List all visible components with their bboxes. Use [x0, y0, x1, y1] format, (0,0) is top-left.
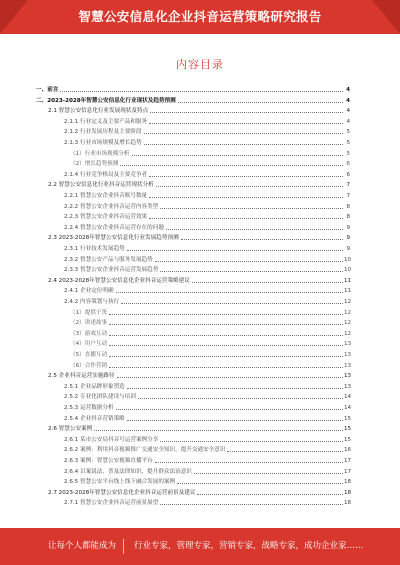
toc-entry-title: 2.6.2 案例：利用抖音视频推广交通安全知识，提升交通安全意识: [64, 447, 226, 454]
toc-entry[interactable]: [64, 298, 350, 306]
toc-leader-dots: [194, 473, 343, 474]
toc-leader-dots: [181, 239, 343, 240]
toc-entry-page: 10: [344, 256, 352, 263]
toc-entry[interactable]: [70, 160, 350, 168]
toc-leader-dots: [60, 91, 343, 92]
toc-entry-page: 4: [346, 87, 350, 93]
toc-leader-dots: [120, 165, 343, 166]
toc-leader-dots: [192, 282, 343, 283]
toc-leader-dots: [117, 377, 343, 378]
toc-leader-dots: [155, 261, 343, 262]
toc-entry-page: 14: [344, 394, 352, 401]
toc-entry[interactable]: [70, 362, 350, 370]
toc-entry-page: 13: [344, 352, 352, 358]
toc-leader-dots: [109, 356, 343, 357]
toc-leader-dots: [144, 133, 343, 134]
toc-entry-title: 2.1.3 行业市场规模及增长趋势: [64, 140, 142, 146]
footer-banner: [0, 528, 400, 565]
toc-entry[interactable]: [64, 224, 350, 232]
toc-entry-title: 2.1.4 行业竞争格局及主要竞争者: [64, 171, 148, 178]
toc-entry-page: 18: [344, 479, 352, 486]
toc-entry-page: 6: [346, 171, 350, 178]
toc-entry[interactable]: [70, 340, 350, 348]
toc-leader-dots: [149, 123, 343, 124]
toc-entry-page: 16: [344, 447, 352, 454]
report-title: 智慧公安信息化企业抖音运营策略研究报告: [78, 9, 322, 24]
toc-leader-dots: [155, 462, 343, 463]
toc-entry-page: 17: [344, 458, 352, 464]
toc-entry-page: 4: [346, 108, 350, 115]
toc-leader-dots: [149, 218, 343, 219]
toc-leader-dots: [109, 324, 343, 325]
toc-leader-dots: [160, 441, 343, 442]
header-banner: [0, 0, 400, 34]
toc-entry-title: （3）游戏互动: [70, 330, 108, 337]
toc-entry-title: 2.3.2 智慧公安产品与服务发展趋势: [64, 256, 153, 263]
toc-leader-dots: [227, 451, 343, 452]
toc-entry-title: 一、前言: [36, 87, 59, 93]
toc-entry-title: 2.5 企业抖音运营实施路径: [48, 373, 115, 380]
toc-entry-title: 2.1 智慧公安信息化行业发展现状及特点: [48, 108, 149, 115]
toc-entry-title: 2.1.1 行业定义及主要产品和服务: [64, 118, 148, 125]
toc-entry-page: 9: [346, 246, 350, 252]
toc-leader-dots: [109, 345, 343, 346]
toc-leader-dots: [150, 112, 343, 113]
toc-entry[interactable]: [64, 171, 350, 179]
toc-entry-title: 2.5.4 企业抖音营销策略: [64, 415, 125, 422]
toc-entry[interactable]: [64, 457, 350, 465]
toc-heading: 内容目录: [176, 58, 224, 71]
toc-entry-page: 7: [346, 182, 350, 189]
footer-slogan-left: 让每个人都能成为: [48, 541, 117, 551]
toc-leader-dots: [94, 430, 343, 431]
toc-entry[interactable]: [48, 234, 350, 242]
toc-leader-dots: [127, 250, 343, 251]
toc-entry[interactable]: [64, 128, 350, 136]
toc-entry-page: 15: [344, 436, 352, 443]
toc-entry[interactable]: [64, 436, 350, 444]
toc-leader-dots: [166, 229, 343, 230]
toc-entry-page: 4: [346, 97, 350, 104]
toc-entry[interactable]: [36, 86, 350, 94]
toc-entry[interactable]: [48, 489, 350, 497]
toc-entry-page: 8: [346, 203, 350, 210]
toc-entry-title: 2.2.1 智慧公安企业抖音账号数量: [64, 193, 148, 199]
toc-leader-dots: [127, 388, 343, 389]
toc-entry-title: 2.3.1 行业技术发展趋势: [64, 246, 125, 252]
toc-entry-page: 11: [344, 277, 352, 284]
toc-leader-dots: [160, 208, 343, 209]
toc-entry-page: 11: [344, 288, 352, 295]
toc-entry[interactable]: [64, 383, 350, 391]
toc-entry[interactable]: [48, 181, 350, 189]
toc-entry[interactable]: [64, 478, 350, 486]
toc-entry[interactable]: [48, 277, 350, 285]
toc-entry-page: 5: [346, 150, 350, 157]
toc-entry[interactable]: [64, 256, 350, 264]
toc-entry-page: 6: [346, 161, 350, 168]
toc-entry-title: （4）用户互动: [70, 341, 108, 348]
toc-entry-title: （2）讲述故事: [70, 320, 108, 327]
toc-entry-title: 2.3 2023-2028年智慧公安信息化行业发展趋势预测: [48, 235, 179, 242]
toc-leader-dots: [149, 197, 343, 198]
toc-leader-dots: [156, 186, 343, 187]
toc-entry-page: 10: [344, 267, 352, 274]
toc-entry[interactable]: [64, 118, 350, 126]
toc-entry[interactable]: [64, 266, 350, 274]
toc-entry[interactable]: [70, 330, 350, 338]
toc-leader-dots: [197, 494, 343, 495]
toc-entry-title: 2.2.4 智慧公安企业抖音运营存在的问题: [64, 224, 164, 231]
toc-leader-dots: [149, 176, 343, 177]
toc-entry-page: 8: [346, 214, 350, 221]
toc-leader-dots: [144, 144, 343, 145]
toc-entry-page: 18: [344, 500, 352, 507]
toc-entry-title: 2.4 2023-2028年智慧公安信息化企业抖音运营策略建议: [48, 277, 190, 284]
toc-entry[interactable]: [48, 107, 350, 115]
toc-entry-page: 5: [346, 140, 350, 146]
toc-entry-title: 2.6.3 案例：智慧公安视频直播平台: [64, 458, 153, 464]
toc-leader-dots: [121, 303, 343, 304]
toc-leader-dots: [127, 420, 343, 421]
toc-entry[interactable]: [70, 351, 350, 359]
toc-entry-page: 15: [344, 426, 352, 433]
toc-entry-page: 15: [344, 415, 352, 422]
toc-entry-page: 13: [344, 362, 352, 369]
toc-entry[interactable]: [70, 309, 350, 317]
toc-entry[interactable]: [70, 319, 350, 327]
toc-leader-dots: [116, 409, 343, 410]
toc-entry-title: 2.2.3 智慧公安企业抖音运营效果: [64, 214, 148, 221]
toc-leader-dots: [160, 271, 343, 272]
toc-entry[interactable]: [64, 468, 350, 476]
toc-entry-title: 2.6 智慧公安案例: [48, 426, 93, 433]
toc-entry-title: （1）提供干货: [70, 309, 108, 316]
toc-entry-title: 2.5.2 专业化团队建设与培训: [64, 394, 136, 401]
toc-entry[interactable]: [64, 192, 350, 200]
toc-entry-page: 12: [344, 330, 352, 337]
toc-entry[interactable]: [64, 499, 350, 507]
toc-leader-dots: [177, 483, 343, 484]
toc-entry-page: 13: [344, 383, 352, 390]
toc-entry-title: （5）直播互动: [70, 352, 108, 358]
toc-entry[interactable]: [64, 446, 350, 454]
toc-entry[interactable]: [64, 203, 350, 211]
toc-entry-title: 2.1.2 行业发展历程及主要阶段: [64, 129, 142, 136]
toc-leader-dots: [109, 335, 343, 336]
toc-entry-page: 9: [346, 235, 350, 242]
toc-entry-title: 2.7.1 智慧公安企业抖音运营前景展望: [64, 500, 159, 507]
toc-entry-page: 17: [344, 468, 352, 475]
toc-leader-dots: [109, 367, 343, 368]
toc-entry-title: 2.2.2 智慧公安企业抖音运营内容类型: [64, 203, 159, 210]
toc-entry-page: 12: [344, 299, 352, 305]
toc-entry[interactable]: [70, 150, 350, 158]
toc-entry-page: 12: [344, 320, 352, 327]
toc-entry-page: 4: [346, 118, 350, 125]
toc-entry-title: （1）行业市场规模分析: [70, 150, 130, 157]
toc-entry-title: 2.4.1 企业定位明确: [64, 288, 114, 295]
toc-entry-title: 2.6.5 智慧公安平台线上线下融合发展的案例: [64, 479, 176, 486]
toc-entry-page: 9: [346, 224, 350, 231]
toc-entry[interactable]: [48, 372, 350, 380]
toc-entry-title: 2.6.4 以案说法，普及法律知识，提升群众法治意识: [64, 468, 192, 475]
toc-leader-dots: [160, 504, 343, 505]
toc-entry-title: 2.3.3 智慧公安企业抖音运营发展趋势: [64, 267, 159, 274]
toc-leader-dots: [132, 155, 344, 156]
toc-entry[interactable]: [48, 425, 350, 433]
toc-entry[interactable]: [64, 245, 350, 253]
toc-leader-dots: [138, 398, 343, 399]
toc-leader-dots: [116, 292, 343, 293]
toc-entry-title: 二、2023-2028年智慧公安信息化行业现状及趋势预测: [36, 97, 176, 104]
toc-entry-page: 13: [344, 341, 352, 348]
toc-entry-title: 2.5.3 运营数据分析: [64, 405, 114, 411]
toc-entry[interactable]: [64, 404, 350, 412]
toc-entry-title: 2.5.1 企业品牌形象塑造: [64, 383, 125, 390]
toc-entry-title: 2.6.1 某市公安局抖音号运营案例分享: [64, 436, 159, 443]
toc-entry[interactable]: [64, 415, 350, 423]
footer-slogan-right: 行业专家，管理专家，营销专家，战略专家，成功企业家……: [134, 541, 364, 551]
toc-entry-page: 14: [344, 405, 352, 411]
toc-entry-page: 7: [346, 193, 350, 199]
toc-entry-title: （2）增长趋势预测: [70, 161, 119, 168]
toc-entry-title: 2.4.2 内容策划与执行: [64, 299, 120, 305]
footer-divider: [123, 539, 124, 554]
toc-entry[interactable]: [64, 287, 350, 295]
toc-entry-page: 5: [346, 129, 350, 136]
toc-entry[interactable]: [64, 139, 350, 147]
toc-entry-title: 2.7 2023-2028年智慧公安信息化企业抖音运营前景及建议: [48, 489, 196, 496]
toc-entry-title: （6）合作营销: [70, 362, 108, 369]
toc-entry[interactable]: [64, 393, 350, 401]
toc-entry-page: 13: [344, 373, 352, 380]
toc-leader-dots: [109, 314, 343, 315]
toc-leader-dots: [178, 102, 343, 103]
toc-entry[interactable]: [36, 97, 350, 105]
toc-entry-page: 12: [344, 309, 352, 316]
toc-entry-page: 18: [344, 489, 352, 496]
toc-entry-title: 2.2 智慧公安信息化行业抖音运营现状分析: [48, 182, 154, 189]
toc-entry[interactable]: [64, 213, 350, 221]
